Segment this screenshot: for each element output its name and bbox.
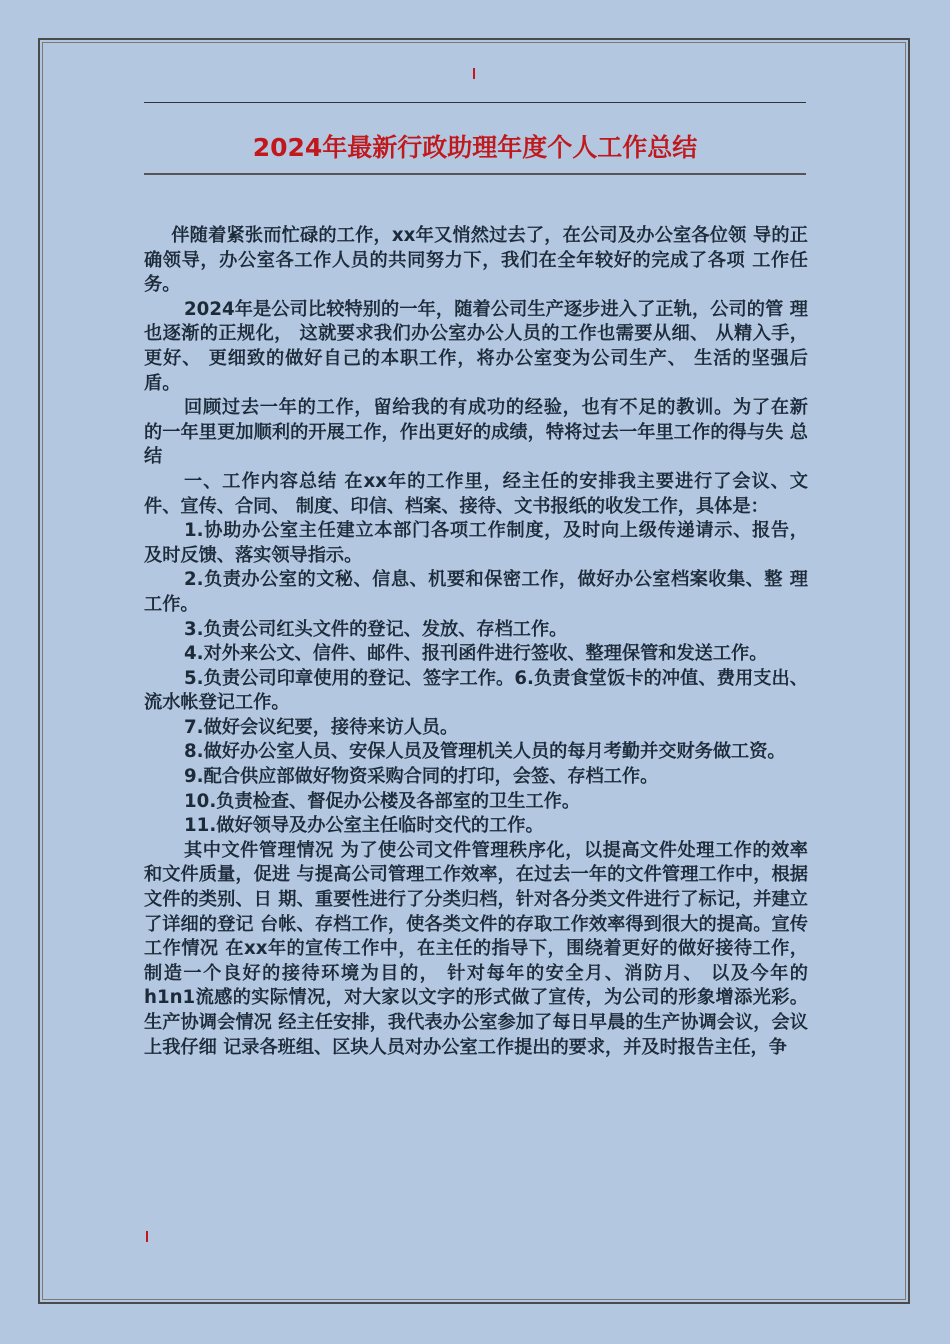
document-title: 2024年最新行政助理年度个人工作总结 bbox=[252, 133, 698, 162]
paragraph-section-1: 一、工作内容总结 在xx年的工作里，经主任的安排我主要进行了会议、文件、宣传、合同、 制度、印信、档案、接待、文书报纸的收发工作，具体是： bbox=[144, 470, 808, 517]
list-item-9: 9.配合供应部做好物资采购合同的打印，会签、存档工作。 bbox=[184, 766, 659, 788]
list-item-10: 10.负责检查、督促办公楼及各部室的卫生工作。 bbox=[184, 790, 581, 812]
list-item-3: 3.负责公司红头文件的登记、发放、存档工作。 bbox=[184, 618, 568, 640]
list-item-7: 7.做好会议纪要，接待来访人员。 bbox=[184, 716, 459, 738]
list-item-5-6: 5.负责公司印章使用的登记、签字工作。6.负责食堂饭卡的冲值、费用支出、流水帐登记工作。 bbox=[144, 667, 808, 714]
list-item-8: 8.做好办公室人员、安保人员及管理机关人员的每月考勤并交财务做工资。 bbox=[184, 741, 786, 763]
footer-mark bbox=[146, 1231, 148, 1242]
document-body bbox=[144, 224, 808, 1060]
paragraph-2024: 2024年是公司比较特别的一年，随着公司生产逐步进入了正轨，公司的管 理也逐渐的正规化， 这就要求我们办公室办公人员的工作也需要从细、 从精入手， 更好、 更细致的做好自己的本职工作，将办公室变为公司生产、 生活的坚强后盾。 bbox=[144, 298, 808, 394]
header-rule bbox=[144, 102, 806, 103]
list-item-11: 11.做好领导及办公室主任临时交代的工作。 bbox=[184, 815, 544, 837]
header-mark bbox=[473, 68, 475, 79]
title-rule bbox=[144, 173, 806, 175]
list-item-1: 1.协助办公室主任建立本部门各项工作制度，及时向上级传递请示、报告， 及时反馈、落实领导指示。 bbox=[144, 520, 808, 566]
list-item-2: 2.负责办公室的文秘、信息、机要和保密工作，做好办公室档案收集、整 理工作。 bbox=[144, 569, 808, 615]
paragraph-file-management: 其中文件管理情况 为了使公司文件管理秩序化，以提高文件处理工作的效率和文件质量，促进 与提高公司管理工作效率，在过去一年的文件管理工作中，根据文件的类别、日 期、重要性进行了分类归档，针对各分类文件进行了标记，并建立了详细的登记 台帐、存档工作，使各类文件的存取工作效率得到很大的提高。宣传工作情况 在xx年的宣传工作中，在主任的指导下，围绕着更好的做好接待工作， 制造一个良好的接待环境为目的， 针对每年的安全月、消防月、 以及今年的h1n1流感的实际情况，对大家以文字的形式做了宣传，为公司的形象增添光彩。生产协调会情况 经主任安排，我代表办公室参加了每日早晨的生产协调会议，会议上我仔细 记录各班组、区块人员对办公室工作提出的要求，并及时报告主任，争 bbox=[144, 839, 808, 1058]
paragraph-review: 回顾过去一年的工作，留给我的有成功的经验，也有不足的教训。为了在新 的一年里更加顺利的开展工作，作出更好的成绩，特将过去一年里工作的得与失 总结 bbox=[144, 397, 808, 468]
paragraph-intro: 伴随着紧张而忙碌的工作，xx年又悄然过去了，在公司及办公室各位领 导的正确领导，办公室各工作人员的共同努力下，我们在全年较好的完成了各项 工作任务。 bbox=[144, 225, 808, 296]
list-item-4: 4.对外来公文、信件、邮件、报刊函件进行签收、整理保管和发送工作。 bbox=[184, 643, 768, 665]
